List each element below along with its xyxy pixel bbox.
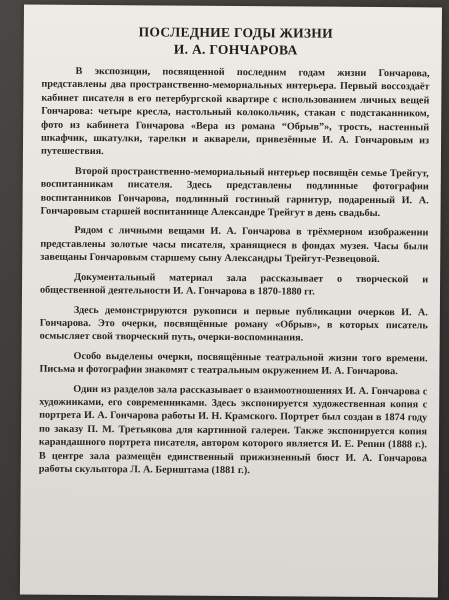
paragraph-study: В экспозиции, посвященной последним годам жизни Гончарова, представлены два пространственно-мемориальных интерьера. Первый воссоздаёт кабинет писателя в его петербургской квартире с использованием личных вещей Гончарова: четыре кресла, настольный колокольчик, стакан с подстаканником, фото из кабинета Гончарова «Вера из романа “Обрыв”», трость, настенный шкафчик, шкатулки, тарелки и акварели, привезённые И. А. Гончаровым из путешествия. <box>40 65 430 158</box>
paragraph-manuscripts: Здесь демонстрируются рукописи и первые публикации очерков И. А. Гончарова. Это очерки, посвящённые роману «Обрыв», в которых писатель осмысляет свой творческий путь, очерки-воспоминания. <box>39 304 428 344</box>
paragraph-gold-watch: Рядом с личными вещами И. А. Гончарова в трёхмерном изображении представлены золотые часы писателя, хранящиеся в фондах музея. Часы были завещаны Гончаровым старшему сыну Александры Трейгут-Резвецовой. <box>40 225 429 266</box>
plaque-title <box>42 23 430 60</box>
paragraph-artists: Один из разделов зала рассказывает о взаимоотношениях И. А. Гончарова с художниками, его современниками. Здесь экспонируется художественная копия с портрета И. А. Гончарова работы И. Н. Крамского. Портрет был создан в 1874 году по заказу П. М. Третьякова для картинной галереи. Также экспонируется копия карандашного портрета писателя, автором которого является И. Е. Репин (1888 г.). В центре зала размещён единственный прижизненный бюст И. А. Гончарова работы скульптора Л. А. Бернштама (1881 г.). <box>38 383 428 477</box>
title-line-1: ПОСЛЕДНИЕ ГОДЫ ЖИЗНИ <box>138 24 334 41</box>
paragraph-theatre: Особо выделены очерки, посвящённые театральной жизни того времени. Письма и фотографии знакомят с театральным окружением И. А. Гончарова. <box>39 350 428 378</box>
paragraph-documents: Документальный материал зала рассказывает о творческой и общественной деятельности И. А. Гончарова в 1870-1880 гг. <box>39 271 429 298</box>
paragraph-treigut-family: Второй пространственно-мемориальный интерьер посвящён семье Трейгут, воспитанникам писателя. Здесь представлены подлинные фотографии воспитанников Гончарова, подлинный гостиный гарнитур, подаренный И. А. Гончаровым старшей воспитаннице Александре Трейгут в день свадьбы. <box>40 165 429 220</box>
museum-info-plaque <box>20 5 442 598</box>
title-line-2: И. А. ГОНЧАРОВА <box>173 41 298 58</box>
